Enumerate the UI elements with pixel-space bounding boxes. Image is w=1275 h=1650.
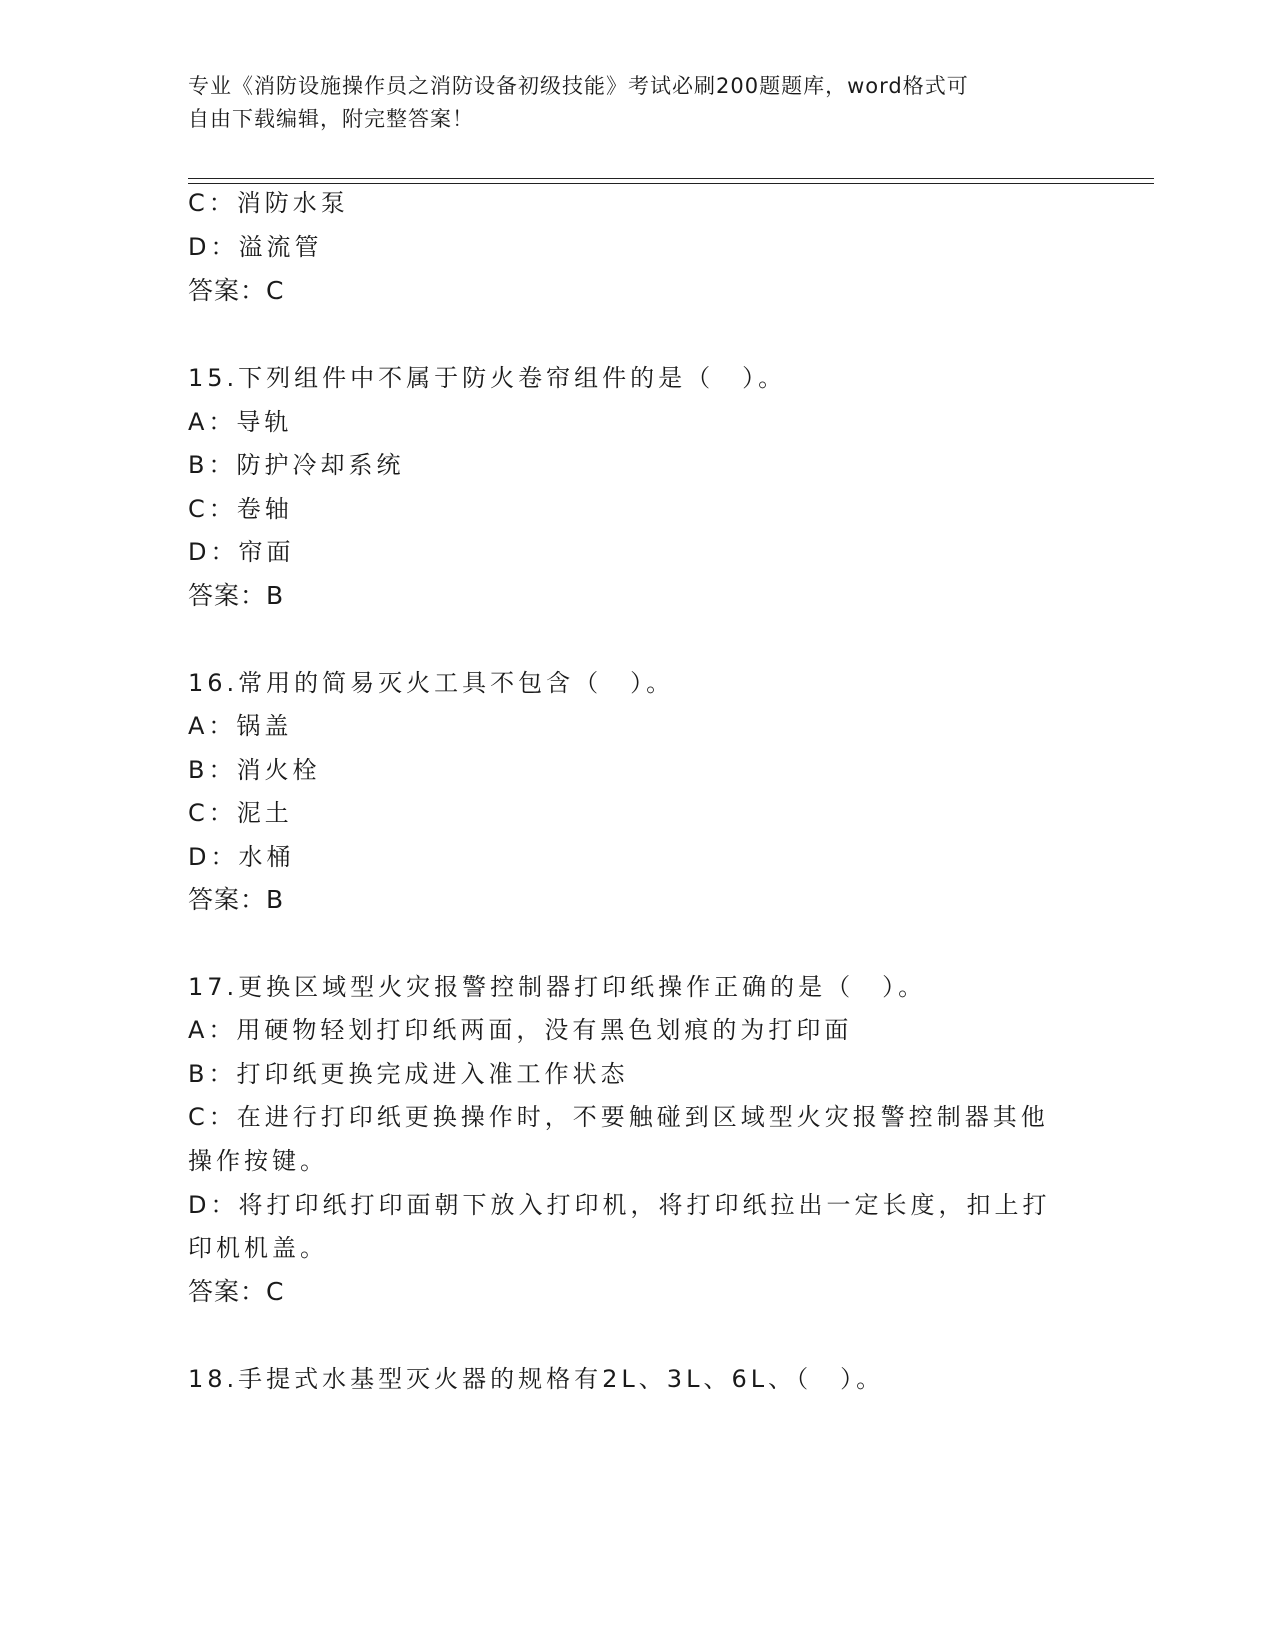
q16-option-c: C：泥土 <box>188 799 293 827</box>
q16-option-d: D：水桶 <box>188 843 295 871</box>
q16-option-b: B：消火栓 <box>188 756 321 784</box>
q17-option-d-line-1: D：将打印纸打印面朝下放入打印机，将打印纸拉出一定长度，扣上打 <box>188 1191 1051 1219</box>
q16-option-a: A：锅盖 <box>188 712 293 740</box>
q17-question: 17.更换区域型火灾报警控制器打印纸操作正确的是（ ）。 <box>188 973 927 1001</box>
q17-option-a: A：用硬物轻划打印纸两面，没有黑色划痕的为打印面 <box>188 1016 853 1044</box>
q16-question: 16.常用的简易灭火工具不包含（ ）。 <box>188 669 675 697</box>
q15-question: 15.下列组件中不属于防火卷帘组件的是（ ）。 <box>188 364 787 392</box>
header-rule-bottom <box>188 183 1154 184</box>
q18-question: 18.手提式水基型灭火器的规格有2L、3L、6L、（ ）。 <box>188 1365 885 1393</box>
q15-answer: 答案：B <box>188 581 285 610</box>
prev-option-c: C：消防水泵 <box>188 189 349 217</box>
q17-option-c-line-2: 操作按键。 <box>188 1147 328 1175</box>
prev-option-d: D：溢流管 <box>188 233 323 261</box>
header-line-1: 专业《消防设施操作员之消防设备初级技能》考试必刷200题题库，word格式可 <box>188 74 969 98</box>
q15-option-b: B：防护冷却系统 <box>188 451 405 479</box>
q17-option-c-line-1: C：在进行打印纸更换操作时，不要触碰到区域型火灾报警控制器其他 <box>188 1103 1049 1131</box>
prev-answer: 答案：C <box>188 276 285 305</box>
q17-option-d-line-2: 印机机盖。 <box>188 1234 328 1262</box>
q17-option-b: B：打印纸更换完成进入准工作状态 <box>188 1060 629 1088</box>
q15-option-d: D：帘面 <box>188 538 295 566</box>
q16-answer: 答案：B <box>188 885 285 914</box>
q15-option-c: C：卷轴 <box>188 495 293 523</box>
q17-answer: 答案：C <box>188 1277 285 1306</box>
header-line-2: 自由下载编辑，附完整答案！ <box>188 107 474 131</box>
q15-option-a: A：导轨 <box>188 408 293 436</box>
header-rule-top <box>188 178 1154 179</box>
document-header <box>188 70 1088 136</box>
